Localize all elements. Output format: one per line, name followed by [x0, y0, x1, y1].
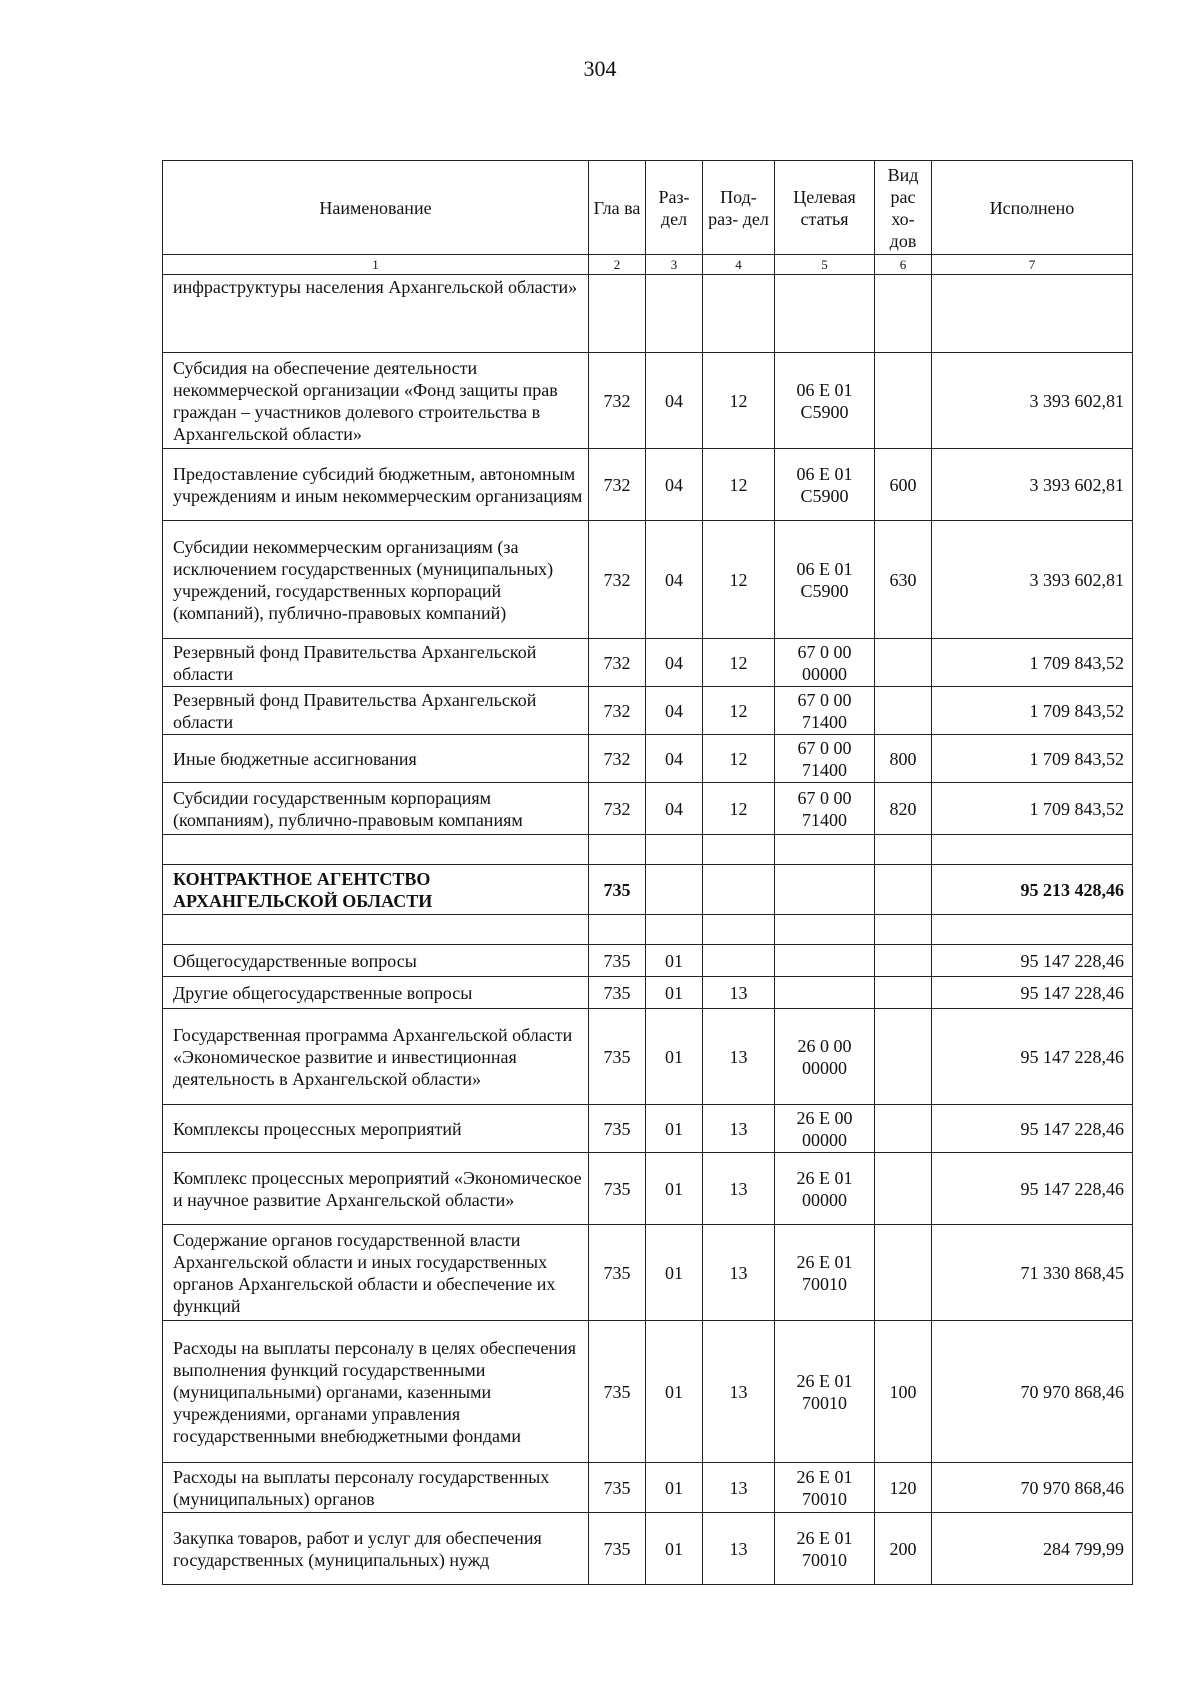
row-podrazdel: 13: [703, 1009, 775, 1105]
row-sum: 70 970 868,46: [932, 1321, 1133, 1463]
row-glava: 732: [589, 783, 646, 835]
row-vid: [875, 639, 932, 687]
row-podrazdel: [703, 915, 775, 945]
row-celevaya: [775, 977, 875, 1009]
row-vid: [875, 353, 932, 449]
row-vid: [875, 1225, 932, 1321]
row-razdel: 01: [646, 977, 703, 1009]
table-row: [163, 449, 1133, 521]
column-number: 5: [775, 255, 875, 275]
row-sum: 95 213 428,46: [932, 865, 1133, 915]
row-celevaya: 06 Е 01 С5900: [775, 521, 875, 639]
row-razdel: 04: [646, 449, 703, 521]
row-vid: 820: [875, 783, 932, 835]
row-sum: 3 393 602,81: [932, 521, 1133, 639]
row-glava: 732: [589, 735, 646, 783]
row-vid: 120: [875, 1463, 932, 1513]
row-razdel: [646, 915, 703, 945]
row-sum: 1 709 843,52: [932, 735, 1133, 783]
row-name: Государственная программа Архангельской области «Экономическое развитие и инвестиционная деятельность в Архангельской области»: [163, 1009, 589, 1105]
header-row: [163, 161, 1133, 255]
row-celevaya: [775, 865, 875, 915]
row-vid: [875, 915, 932, 945]
row-glava: 735: [589, 1225, 646, 1321]
row-vid: [875, 835, 932, 865]
row-podrazdel: 12: [703, 735, 775, 783]
table-row: [163, 835, 1133, 865]
row-celevaya: 26 Е 00 00000: [775, 1105, 875, 1153]
row-glava: 732: [589, 353, 646, 449]
row-podrazdel: 12: [703, 783, 775, 835]
row-sum: 95 147 228,46: [932, 1009, 1133, 1105]
table-row: [163, 915, 1133, 945]
table-row: [163, 1513, 1133, 1585]
table-row: [163, 735, 1133, 783]
row-glava: 735: [589, 1153, 646, 1225]
row-glava: 735: [589, 1513, 646, 1585]
row-razdel: [646, 865, 703, 915]
row-celevaya: 26 Е 01 70010: [775, 1513, 875, 1585]
row-podrazdel: 13: [703, 1105, 775, 1153]
row-razdel: 01: [646, 1009, 703, 1105]
row-sum: 95 147 228,46: [932, 1153, 1133, 1225]
row-sum: 95 147 228,46: [932, 977, 1133, 1009]
row-vid: [875, 945, 932, 977]
header-ispolneno: Исполнено: [932, 161, 1133, 255]
row-celevaya: 26 Е 01 70010: [775, 1225, 875, 1321]
table-row: [163, 275, 1133, 353]
row-name: Другие общегосударственные вопросы: [163, 977, 589, 1009]
row-vid: [875, 1009, 932, 1105]
row-name: Предоставление субсидий бюджетным, автономным учреждениям и иным некоммерческим организациям: [163, 449, 589, 521]
row-name: Содержание органов государственной власти Архангельской области и иных государственных органов Архангельской области и обеспечение их функций: [163, 1225, 589, 1321]
row-sum: 71 330 868,45: [932, 1225, 1133, 1321]
row-name: Резервный фонд Правительства Архангельской области: [163, 687, 589, 735]
row-name: Расходы на выплаты персоналу государственных (муниципальных) органов: [163, 1463, 589, 1513]
row-celevaya: 06 Е 01 С5900: [775, 353, 875, 449]
column-number: 2: [589, 255, 646, 275]
table-row: [163, 639, 1133, 687]
row-vid: [875, 687, 932, 735]
row-sum: 70 970 868,46: [932, 1463, 1133, 1513]
row-celevaya: 26 0 00 00000: [775, 1009, 875, 1105]
row-glava: [589, 835, 646, 865]
row-razdel: 01: [646, 1321, 703, 1463]
table-row: [163, 1105, 1133, 1153]
table-body: [163, 275, 1133, 1585]
row-podrazdel: [703, 835, 775, 865]
row-sum: [932, 915, 1133, 945]
table-row: [163, 783, 1133, 835]
row-razdel: 04: [646, 783, 703, 835]
row-razdel: 01: [646, 1225, 703, 1321]
row-razdel: 01: [646, 1513, 703, 1585]
row-vid: 200: [875, 1513, 932, 1585]
row-podrazdel: 13: [703, 1225, 775, 1321]
row-podrazdel: [703, 865, 775, 915]
row-vid: [875, 275, 932, 353]
row-razdel: 01: [646, 1463, 703, 1513]
row-vid: 100: [875, 1321, 932, 1463]
row-razdel: 04: [646, 353, 703, 449]
row-razdel: 01: [646, 1105, 703, 1153]
row-vid: 630: [875, 521, 932, 639]
row-celevaya: [775, 275, 875, 353]
row-name: Общегосударственные вопросы: [163, 945, 589, 977]
row-podrazdel: [703, 945, 775, 977]
header-podrazdel: Под- раз- дел: [703, 161, 775, 255]
column-number: 7: [932, 255, 1133, 275]
row-sum: 284 799,99: [932, 1513, 1133, 1585]
row-podrazdel: 13: [703, 1463, 775, 1513]
table-row: [163, 1225, 1133, 1321]
row-podrazdel: 12: [703, 521, 775, 639]
row-name: КОНТРАКТНОЕ АГЕНТСТВО АРХАНГЕЛЬСКОЙ ОБЛАСТИ: [163, 865, 589, 915]
row-name: Закупка товаров, работ и услуг для обеспечения государственных (муниципальных) нужд: [163, 1513, 589, 1585]
row-glava: 735: [589, 1463, 646, 1513]
header-name: Наименование: [163, 161, 589, 255]
row-glava: 732: [589, 687, 646, 735]
row-sum: 1 709 843,52: [932, 783, 1133, 835]
row-name: Расходы на выплаты персоналу в целях обеспечения выполнения функций государственными (муниципальными) органами, казенными учреждениями, органами управления государственными внебюджетными фондами: [163, 1321, 589, 1463]
row-sum: [932, 835, 1133, 865]
row-podrazdel: 13: [703, 977, 775, 1009]
row-podrazdel: 13: [703, 1513, 775, 1585]
row-sum: 3 393 602,81: [932, 449, 1133, 521]
row-razdel: 04: [646, 735, 703, 783]
row-vid: 800: [875, 735, 932, 783]
row-celevaya: 26 Е 01 70010: [775, 1463, 875, 1513]
row-name: Субсидии некоммерческим организациям (за исключением государственных (муниципальных) учреждений, государственных корпораций (компаний), публично-правовых компаний): [163, 521, 589, 639]
header-glava: Гла ва: [589, 161, 646, 255]
row-podrazdel: 12: [703, 449, 775, 521]
row-sum: 95 147 228,46: [932, 945, 1133, 977]
row-celevaya: 26 Е 01 00000: [775, 1153, 875, 1225]
row-sum: 1 709 843,52: [932, 639, 1133, 687]
column-number: 3: [646, 255, 703, 275]
row-glava: [589, 275, 646, 353]
row-vid: [875, 977, 932, 1009]
row-vid: 600: [875, 449, 932, 521]
column-number: 6: [875, 255, 932, 275]
row-name: Резервный фонд Правительства Архангельской области: [163, 639, 589, 687]
row-sum: 1 709 843,52: [932, 687, 1133, 735]
row-celevaya: 26 Е 01 70010: [775, 1321, 875, 1463]
row-celevaya: 67 0 00 71400: [775, 735, 875, 783]
row-razdel: 01: [646, 1153, 703, 1225]
row-podrazdel: [703, 275, 775, 353]
row-razdel: 04: [646, 521, 703, 639]
row-podrazdel: 13: [703, 1153, 775, 1225]
row-razdel: 01: [646, 945, 703, 977]
row-podrazdel: 13: [703, 1321, 775, 1463]
row-vid: [875, 1153, 932, 1225]
row-podrazdel: 12: [703, 687, 775, 735]
row-sum: [932, 275, 1133, 353]
row-glava: 732: [589, 521, 646, 639]
table-row: [163, 977, 1133, 1009]
row-razdel: [646, 835, 703, 865]
row-name: Субсидия на обеспечение деятельности некоммерческой организации «Фонд защиты прав граждан – участников долевого строительства в Архангельской области»: [163, 353, 589, 449]
page-number: 304: [583, 56, 617, 81]
table-row: [163, 1321, 1133, 1463]
row-glava: 732: [589, 639, 646, 687]
budget-table: [162, 160, 1133, 1585]
row-celevaya: 67 0 00 00000: [775, 639, 875, 687]
row-name: [163, 915, 589, 945]
row-glava: 732: [589, 449, 646, 521]
table-row: [163, 1463, 1133, 1513]
row-podrazdel: 12: [703, 353, 775, 449]
row-celevaya: [775, 915, 875, 945]
row-glava: 735: [589, 1321, 646, 1463]
row-celevaya: [775, 945, 875, 977]
row-name: Иные бюджетные ассигнования: [163, 735, 589, 783]
row-celevaya: 67 0 00 71400: [775, 783, 875, 835]
row-glava: 735: [589, 1105, 646, 1153]
column-number: 1: [163, 255, 589, 275]
table-row: [163, 865, 1133, 915]
row-name: Субсидии государственным корпорациям (компаниям), публично-правовым компаниям: [163, 783, 589, 835]
row-glava: 735: [589, 945, 646, 977]
row-sum: 95 147 228,46: [932, 1105, 1133, 1153]
row-podrazdel: 12: [703, 639, 775, 687]
header-razdel: Раз- дел: [646, 161, 703, 255]
row-glava: 735: [589, 1009, 646, 1105]
row-vid: [875, 865, 932, 915]
row-sum: 3 393 602,81: [932, 353, 1133, 449]
row-glava: 735: [589, 865, 646, 915]
row-glava: 735: [589, 977, 646, 1009]
row-name: Комплексы процессных мероприятий: [163, 1105, 589, 1153]
row-celevaya: [775, 835, 875, 865]
row-celevaya: 67 0 00 71400: [775, 687, 875, 735]
table-row: [163, 687, 1133, 735]
table-row: [163, 521, 1133, 639]
header-vid: Вид рас хо- дов: [875, 161, 932, 255]
table-row: [163, 1009, 1133, 1105]
row-name: [163, 835, 589, 865]
header-celevaya: Целевая статья: [775, 161, 875, 255]
row-vid: [875, 1105, 932, 1153]
row-name: Комплекс процессных мероприятий «Экономическое и научное развитие Архангельской области»: [163, 1153, 589, 1225]
table-row: [163, 353, 1133, 449]
row-name: инфраструктуры населения Архангельской области»: [163, 275, 589, 353]
column-number: 4: [703, 255, 775, 275]
column-number-row: [163, 255, 1133, 275]
row-glava: [589, 915, 646, 945]
table-row: [163, 945, 1133, 977]
row-razdel: 04: [646, 687, 703, 735]
row-celevaya: 06 Е 01 С5900: [775, 449, 875, 521]
row-razdel: 04: [646, 639, 703, 687]
row-razdel: [646, 275, 703, 353]
table-row: [163, 1153, 1133, 1225]
